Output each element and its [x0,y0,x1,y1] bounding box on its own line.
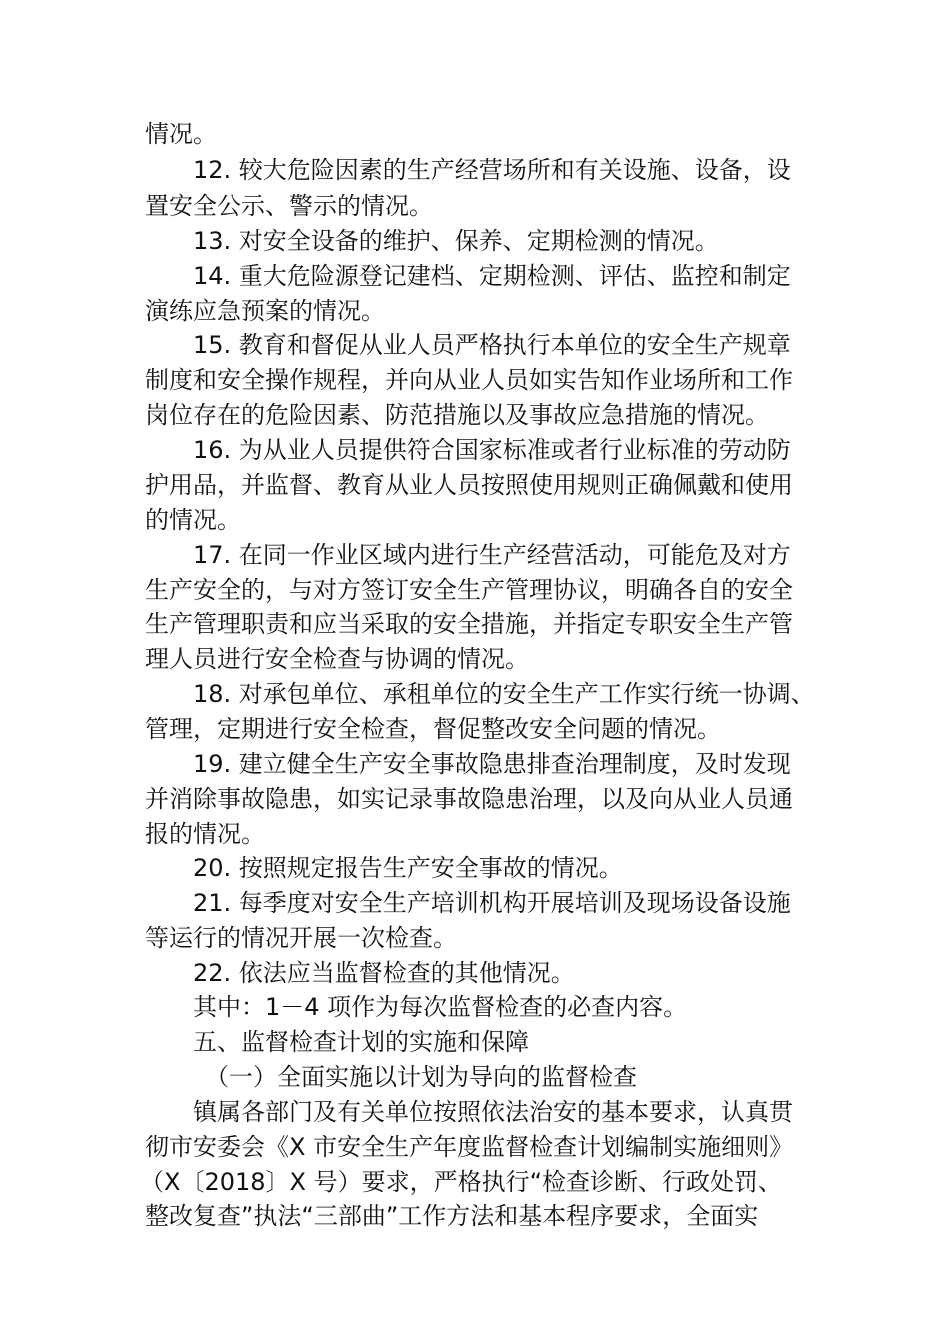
text-line: 置安全公示、警示的情况。 [145,192,433,220]
text-line: 岗位存在的危险因素、防范措施以及事故应急措施的情况。 [145,401,769,429]
text-line: 生产安全的，与对方签订安全生产管理协议，明确各自的安全 [145,576,793,604]
text-line: 19. 建立健全生产安全事故隐患排查治理制度，及时发现 [193,750,791,778]
text-line: 13. 对安全设备的维护、保养、定期检测的情况。 [193,227,719,255]
text-line: 12. 较大危险因素的生产经营场所和有关设施、设备，设 [193,156,791,184]
text-line: 15. 教育和督促从业人员严格执行本单位的安全生产规章 [193,331,791,359]
text-line: 21. 每季度对安全生产培训机构开展培训及现场设备设施 [193,889,791,917]
text-line: 情况。 [145,120,217,148]
text-line: 生产管理职责和应当采取的安全措施，并指定专职安全生产管 [145,610,793,638]
subsection-heading: （一）全面实施以计划为导向的监督检查 [205,1063,637,1091]
text-line: 17. 在同一作业区域内进行生产经营活动，可能危及对方 [193,541,791,569]
text-line: 管理，定期进行安全检查，督促整改安全问题的情况。 [145,715,721,743]
text-line: （X〔2018〕X 号）要求，严格执行“检查诊断、行政处罚、 [140,1168,783,1196]
text-line: 18. 对承包单位、承租单位的安全生产工作实行统一协调、 [193,680,815,708]
text-line: 的情况。 [145,506,241,534]
text-line: 20. 按照规定报告生产安全事故的情况。 [193,854,623,882]
text-line: 镇属各部门及有关单位按照依法治安的基本要求，认真贯 [193,1098,793,1126]
text-line: 护用品，并监督、教育从业人员按照使用规则正确佩戴和使用 [145,471,793,499]
text-line: 22. 依法应当监督检查的其他情况。 [193,959,575,987]
text-line: 16. 为从业人员提供符合国家标准或者行业标准的劳动防 [193,436,791,464]
text-line: 理人员进行安全检查与协调的情况。 [145,645,529,673]
text-line: 制度和安全操作规程，并向从业人员如实告知作业场所和工作 [145,366,793,394]
text-line: 彻市安委会《X 市安全生产年度监督检查计划编制实施细则》 [145,1133,794,1161]
text-line: 其中：1－4 项作为每次监督检查的必查内容。 [193,993,688,1021]
text-line: 并消除事故隐患，如实记录事故隐患治理，以及向从业人员通 [145,785,793,813]
text-line: 整改复查”执法“三部曲”工作方法和基本程序要求，全面实 [145,1202,759,1230]
text-line: 演练应急预案的情况。 [145,297,385,325]
text-line: 等运行的情况开展一次检查。 [145,924,457,952]
section-heading: 五、监督检查计划的实施和保障 [193,1028,529,1056]
text-line: 14. 重大危险源登记建档、定期检测、评估、监控和制定 [193,262,791,290]
text-line: 报的情况。 [145,820,265,848]
